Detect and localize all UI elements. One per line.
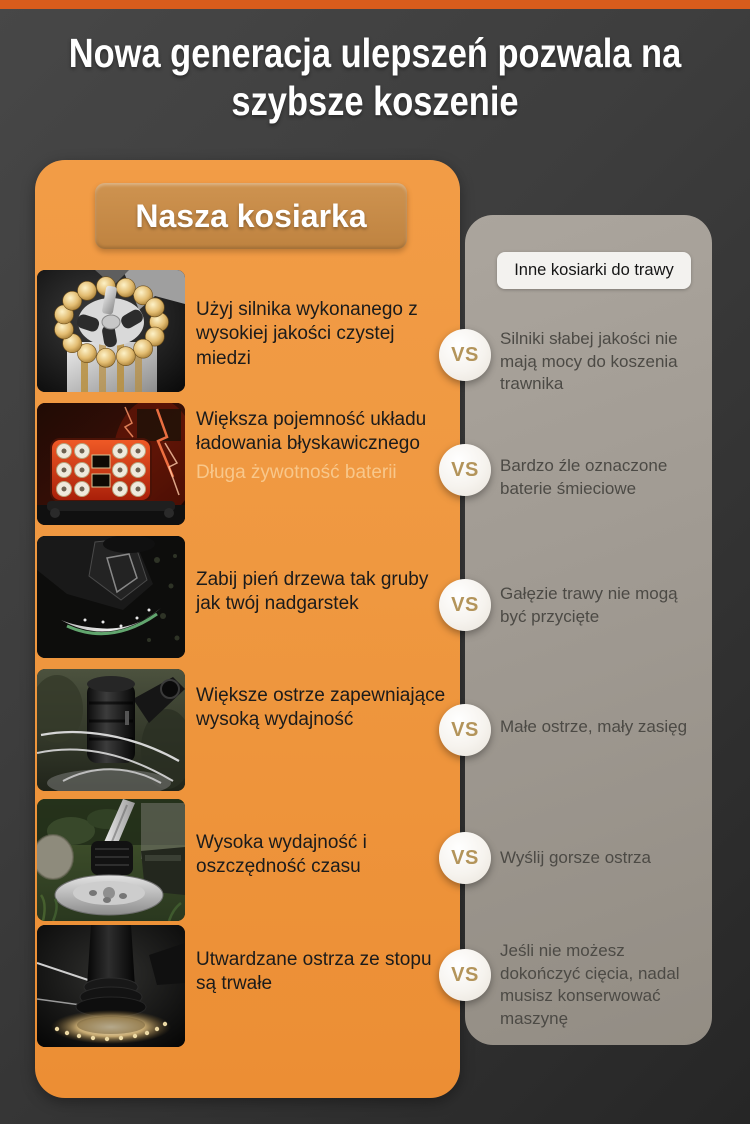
- others-feature-text: Małe ostrze, mały zasięg: [500, 717, 688, 736]
- battery-pack-photo: [37, 403, 185, 525]
- ours-feature-text: Wysoka wydajność i oszczędność czasu: [196, 832, 367, 878]
- garden-trimmer-illustration: [37, 799, 185, 921]
- battery-pack-illustration: [37, 403, 185, 525]
- ours-feature-text: Użyj silnika wykonanego z wysokiej jakości czystej miedzi: [196, 299, 418, 369]
- ours-feature-text: Większa pojemność układu ładowania błyskawicznego: [196, 409, 427, 455]
- title-line-1: Nowa generacja ulepszeń pozwala na: [68, 30, 682, 76]
- large-blade-illustration: [37, 669, 185, 791]
- vs-label: VS: [451, 963, 479, 986]
- others-feature-text: Wyślij gorsze ostrza: [500, 848, 651, 867]
- vs-label: VS: [451, 718, 479, 741]
- ours-feature-text: Zabij pień drzewa tak gruby jak twój nadgarstek: [196, 569, 429, 615]
- vs-badge: [439, 832, 491, 884]
- ours-feature-block: [196, 831, 450, 880]
- other-mowers-header-label: Inne kosiarki do trawy: [514, 261, 674, 279]
- our-mower-header-label: Nasza kosiarka: [135, 197, 367, 234]
- others-feature-text: Bardzo źle oznaczone baterie śmieciowe: [500, 456, 668, 498]
- alloy-blade-photo: [37, 925, 185, 1047]
- ours-feature-text: Utwardzane ostrza ze stopu są trwałe: [196, 949, 432, 995]
- comparison-row-blade: [0, 669, 750, 799]
- stump-cutting-photo: [37, 536, 185, 658]
- comparison-row-alloy: [0, 925, 750, 1050]
- vs-label: VS: [451, 458, 479, 481]
- large-blade-photo: [37, 669, 185, 791]
- comparison-row-garden: [0, 799, 750, 925]
- ours-feature-note: Długa żywotność baterii: [196, 461, 397, 483]
- others-feature-text: Jeśli nie możesz dokończyć cięcia, nadal musisz konserwować maszynę: [500, 941, 680, 1028]
- comparison-row-battery: [0, 403, 750, 536]
- stump-cutting-illustration: [37, 536, 185, 658]
- copper-motor-photo: [37, 270, 185, 392]
- ours-feature-block: [196, 684, 450, 733]
- alloy-blade-illustration: [37, 925, 185, 1047]
- garden-trimmer-photo: [37, 799, 185, 921]
- vs-label: VS: [451, 593, 479, 616]
- vs-badge: [439, 329, 491, 381]
- comparison-row-stump: [0, 536, 750, 669]
- vs-badge: [439, 579, 491, 631]
- others-feature-text: Silniki słabej jakości nie mają mocy do koszenia trawnika: [500, 329, 678, 394]
- comparison-row-motor: [0, 270, 750, 402]
- ours-feature-block: [196, 948, 450, 997]
- page-title: [60, 30, 690, 126]
- others-feature-text: Gałęzie trawy nie mogą być przycięte: [500, 584, 678, 626]
- ours-feature-block: [196, 298, 450, 371]
- vs-badge: [439, 704, 491, 756]
- our-mower-header: [95, 183, 407, 249]
- vs-badge: [439, 444, 491, 496]
- vs-label: VS: [451, 343, 479, 366]
- title-line-2: szybsze koszenie: [231, 77, 519, 124]
- copper-motor-illustration: [37, 270, 185, 392]
- ours-feature-block: [196, 568, 450, 617]
- ours-feature-text: Większe ostrze zapewniające wysoką wydajność: [196, 685, 446, 731]
- top-accent-bar: [0, 0, 750, 9]
- vs-label: VS: [451, 846, 479, 869]
- vs-badge: [439, 949, 491, 1001]
- ours-feature-block: [196, 408, 450, 485]
